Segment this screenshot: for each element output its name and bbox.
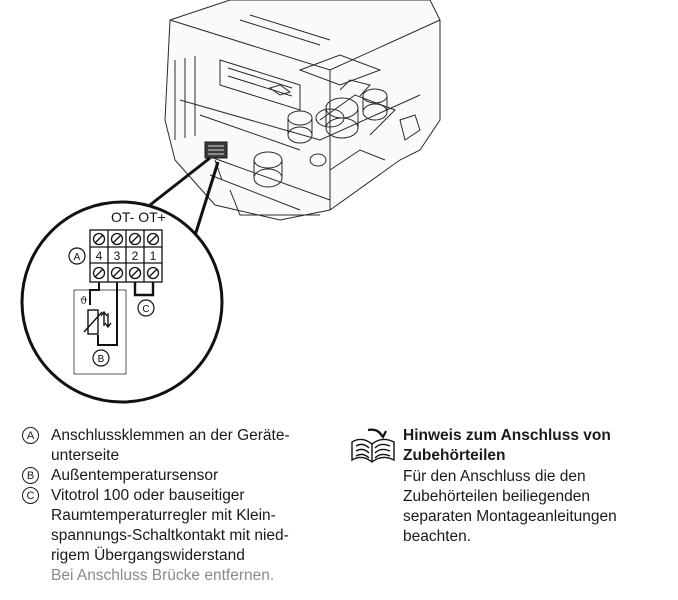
legend-c-line-5: Bei Anschluss Brücke entfernen. — [51, 567, 275, 584]
note-body — [403, 467, 663, 547]
terminal-number-3: 3 — [113, 249, 121, 263]
legend-marker-b: B — [22, 467, 39, 484]
terminal-number-1: 1 — [149, 249, 157, 263]
boiler-underside-illustration — [165, 0, 440, 220]
note-heading-line-1: Hinweis zum Anschluss von — [403, 427, 611, 444]
note-body-line-3: separaten Montageanleitungen — [403, 508, 617, 525]
callout-marker-a — [69, 248, 85, 264]
legend-list — [22, 426, 342, 586]
legend-item-b — [22, 466, 342, 486]
legend-item-c — [22, 486, 342, 586]
callout-marker-c — [138, 300, 154, 316]
legend-marker-a: A — [22, 427, 39, 444]
callout-marker-b — [93, 350, 109, 366]
note-body-line-1: Für den Anschluss die den — [403, 468, 586, 485]
legend-c-line-1: Vitotrol 100 oder bauseitiger — [51, 487, 245, 504]
terminal-header: OT- OT+ — [111, 209, 166, 225]
legend-marker-c: C — [22, 487, 39, 504]
legend-b-line-1: Außentemperatursensor — [51, 467, 219, 484]
open-book-icon — [348, 426, 398, 466]
note-body-line-4: beachten. — [403, 528, 472, 545]
terminal-number-4: 4 — [95, 249, 103, 263]
callout-marker-b-label: B — [97, 354, 105, 365]
legend-a-line-2: unterseite — [51, 447, 120, 464]
legend-a-line-1: Anschlussklemmen an der Geräte- — [51, 427, 290, 444]
callout-marker-c-label: C — [142, 304, 150, 315]
callout-marker-a-label: A — [73, 252, 81, 263]
note-heading-line-2: Zubehörteilen — [403, 447, 506, 464]
note-heading — [403, 426, 663, 466]
legend-text-c — [51, 486, 342, 586]
legend-c-line-3: spannungs-Schaltkontakt mit nied- — [51, 527, 289, 544]
terminal-number-2: 2 — [131, 249, 139, 263]
legend-text-b — [51, 466, 342, 486]
legend-c-line-2: Raumtemperaturregler mit Klein- — [51, 507, 276, 524]
sensor-symbol: ϑ — [80, 296, 88, 307]
legend-text-a — [51, 426, 342, 466]
legend-item-a — [22, 426, 342, 466]
note-body-line-2: Zubehörteilen beiliegenden — [403, 488, 591, 505]
legend-c-line-4: rigem Übergangswiderstand — [51, 547, 245, 564]
